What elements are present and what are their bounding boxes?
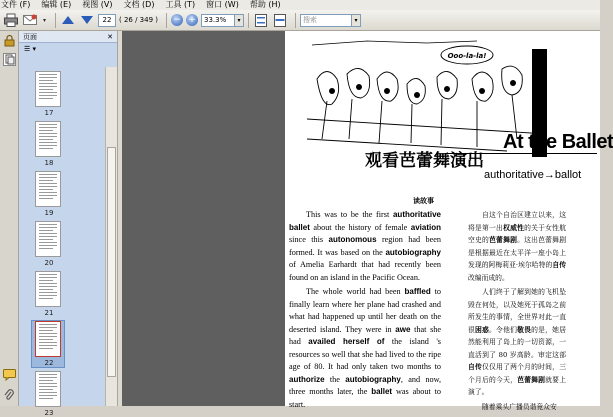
thumbnail-text-line xyxy=(39,336,57,337)
thumbnail-text-line xyxy=(39,186,57,187)
thumbnail-text-line xyxy=(39,333,57,334)
speech-bubble-text: Ooo-la-la! xyxy=(447,52,487,60)
thumbnail-text-line xyxy=(39,248,53,249)
thumbnail-text-line xyxy=(39,180,53,181)
thumbnail-text-line xyxy=(39,224,57,225)
thumbnail-text-line xyxy=(39,98,53,99)
page-thumbnail[interactable] xyxy=(35,271,61,307)
thumbnail-page-label: 20 xyxy=(44,259,54,267)
menu-item[interactable]: 帮助 (H) xyxy=(249,0,281,9)
pages-panel xyxy=(19,31,117,417)
vocabulary-word: 权威性 xyxy=(503,223,525,232)
thumbnail-text-line xyxy=(39,174,57,175)
thumbnail-page-label: 21 xyxy=(44,309,54,317)
zoom-dropdown-icon[interactable]: ▾ xyxy=(235,14,244,27)
thumbnail-text-line xyxy=(39,236,57,237)
thumbnail-text-line xyxy=(39,230,53,231)
vocabulary-word: autobiography xyxy=(385,247,441,257)
thumbnail-page-label: 22 xyxy=(44,359,54,367)
arrow-down-icon xyxy=(81,16,93,24)
page-number-input[interactable]: 22 xyxy=(98,14,116,27)
email-icon[interactable] xyxy=(22,12,38,28)
search-input[interactable]: 搜索 xyxy=(300,14,352,27)
lock-icon[interactable] xyxy=(3,34,16,47)
page-subtitle: authoritative→ballot xyxy=(484,169,582,181)
thumbnail-text-line xyxy=(39,83,57,84)
pages-panel-options[interactable] xyxy=(19,43,117,55)
thumbnail-text-line xyxy=(39,74,57,75)
pages-panel-title: 页面 xyxy=(23,32,37,41)
print-icon[interactable] xyxy=(3,12,19,28)
thumbnail-text-line xyxy=(39,80,53,81)
thumbnail-text-line xyxy=(39,339,53,340)
close-panel-icon[interactable]: ✕ xyxy=(107,32,113,41)
fit-width-icon[interactable] xyxy=(272,12,288,28)
thumbnail-list xyxy=(19,67,105,417)
thumbnail-text-line xyxy=(39,177,57,178)
search-dropdown-icon[interactable]: ▾ xyxy=(352,14,361,27)
thumbnail-text-line xyxy=(39,386,57,387)
thumbnail-page-label: 23 xyxy=(44,409,54,417)
vocabulary-word: autobiography xyxy=(345,374,401,384)
thumbnail-text-line xyxy=(39,298,53,299)
pages-panel-icon[interactable] xyxy=(3,53,16,66)
thumbnail-text-line xyxy=(39,348,53,349)
reading-label: 读故事 xyxy=(413,197,434,205)
thumbnail-text-line xyxy=(39,124,57,125)
vocabulary-word: autonomous xyxy=(328,235,377,244)
chinese-paragraph: 随着乘头广播员谐竟众安 xyxy=(482,402,557,411)
document-view[interactable] xyxy=(122,31,613,411)
thumbnail-text-line xyxy=(39,380,53,381)
thumbnail-text-line xyxy=(39,398,53,399)
thumbnail-page-label: 17 xyxy=(44,109,54,117)
thumbnail-text-line xyxy=(39,130,53,131)
thumbnail-text-line xyxy=(39,189,53,190)
menu-item[interactable]: 文件 (F) xyxy=(1,0,31,9)
vocabulary-word: authoritative ballet xyxy=(289,210,441,232)
navigation-strip xyxy=(0,31,19,406)
thumbnail-page-label: 18 xyxy=(44,159,54,167)
menu-item[interactable]: 窗口 (W) xyxy=(206,0,239,9)
thumbnail-text-line xyxy=(39,198,53,199)
thumbnail-text-line xyxy=(39,195,57,196)
vocabulary-word: availed herself of xyxy=(308,337,385,346)
toolbar-separator xyxy=(55,13,56,28)
thumbnail-text-line xyxy=(39,395,57,396)
page-title-en: At the Ballet xyxy=(503,131,613,153)
page-thumbnail[interactable] xyxy=(35,321,61,357)
chinese-paragraph: 自这个自治区建立以来，这将是第一出权威性的关于女性航空史的芭蕾舞剧。这出芭蕾舞剧是根据最近在太平洋一座小岛上发现的阿梅莉亚·埃尔哈特的自传改编而成的。 xyxy=(468,211,567,282)
thumbnail-text-line xyxy=(39,342,57,343)
thumbnail-text-line xyxy=(39,377,57,378)
thumbnail-text-line xyxy=(39,77,57,78)
thumbnail-text-line xyxy=(39,389,53,390)
thumbnail-text-line xyxy=(39,145,57,146)
thumbnail-text-line xyxy=(39,280,53,281)
zoom-in-button[interactable]: + xyxy=(186,14,198,26)
thumbnail-text-line xyxy=(39,245,57,246)
fit-page-icon[interactable] xyxy=(253,12,269,28)
next-page-button[interactable] xyxy=(79,12,95,28)
thumbnail-text-line xyxy=(39,95,57,96)
zoom-input[interactable]: 33.3% xyxy=(201,14,235,27)
arrow-up-icon xyxy=(62,16,74,24)
page-title-zh: 观看芭蕾舞演出 xyxy=(365,151,484,171)
scrollbar-thumb[interactable] xyxy=(107,147,116,377)
thumbnail-text-line xyxy=(39,139,53,140)
vocabulary-word: 自传 xyxy=(552,261,567,269)
page-thumbnail[interactable] xyxy=(35,221,61,257)
thumbnail-text-line xyxy=(39,136,57,137)
page-thumbnail[interactable] xyxy=(35,71,61,107)
pages-panel-header xyxy=(19,31,117,43)
thumbnail-text-line xyxy=(39,148,53,149)
thumbnail-text-line xyxy=(39,295,57,296)
thumbnail-text-line xyxy=(39,374,57,375)
zoom-out-button[interactable]: − xyxy=(171,14,183,26)
thumbnail-text-line xyxy=(39,183,57,184)
comments-icon[interactable] xyxy=(3,369,16,382)
menu-item[interactable]: 编辑 (E) xyxy=(41,0,72,9)
page-thumbnail[interactable] xyxy=(35,371,61,407)
attachments-icon[interactable] xyxy=(3,389,15,401)
thumbnail-text-line xyxy=(39,327,57,328)
thumbnail-text-line xyxy=(39,127,57,128)
vocabulary-word: aviation xyxy=(410,222,441,232)
thumbnail-text-line xyxy=(39,242,57,243)
toolbar-separator xyxy=(295,13,296,28)
thumbnail-text-line xyxy=(39,227,57,228)
toolbar-separator xyxy=(248,13,249,28)
vocabulary-word: 芭蕾舞剧 xyxy=(489,236,518,244)
thumbnail-text-line xyxy=(39,239,53,240)
thumbnail-text-line xyxy=(39,324,57,325)
thumbnail-text-line xyxy=(39,277,57,278)
thumbnail-text-line xyxy=(39,86,57,87)
thumbnail-text-line xyxy=(39,383,57,384)
vocabulary-word: 自传 xyxy=(468,363,483,371)
chinese-column xyxy=(468,209,566,415)
chinese-paragraph: 人们终于了解到她的飞机坠毁在何处，以及她死于孤岛之前所发生的事情，全世界对此一直很困惑。令他们敬畏的是，她居然能利用了岛上的一切资源，一直活到了 80 岁高龄。审定这部自传仅仅用了两个月的时间，三个月后的今天，芭蕾舞剧就要上演了。 xyxy=(468,288,566,396)
thumbnail-scrollbar[interactable] xyxy=(105,67,117,406)
thumbnail-text-line xyxy=(39,330,53,331)
thumbnail-text-line xyxy=(39,233,57,234)
dropdown-arrow-icon[interactable]: ▾ xyxy=(42,16,46,24)
toolbar xyxy=(0,10,600,31)
page-thumbnail[interactable] xyxy=(35,121,61,157)
menu-item[interactable]: 文档 (D) xyxy=(123,0,155,9)
english-paragraph: The whole world had been baffled to finally learn where her plane had crashed and what had happened up until her death on the deserted island. They were in awe that she had availed herself of the island 's resources so well that she had lived to the ripe age of 80. It had only taken two months to authorize the autobiography, and now, three months later, the ballet was about to start. xyxy=(289,287,441,409)
vocabulary-word: authorize xyxy=(289,374,325,384)
thumbnail-text-line xyxy=(39,142,57,143)
thumbnail-text-line xyxy=(39,292,57,293)
thumbnail-text-line xyxy=(39,192,57,193)
vocabulary-word: ballet xyxy=(371,387,393,396)
previous-page-button[interactable] xyxy=(60,12,76,28)
thumbnail-text-line xyxy=(39,345,57,346)
vocabulary-word: baffled xyxy=(404,287,431,296)
thumbnail-page-label: 19 xyxy=(44,209,54,217)
thumbnail-text-line xyxy=(39,92,57,93)
thumbnail-text-line xyxy=(39,89,53,90)
options-icon[interactable]: ☰ ▾ xyxy=(24,45,37,53)
vocabulary-word: 困惑 xyxy=(475,325,490,334)
page-thumbnail[interactable] xyxy=(35,171,61,207)
vocabulary-word: awe xyxy=(395,324,411,334)
thumbnail-text-line xyxy=(39,392,57,393)
english-column xyxy=(289,209,441,413)
vocabulary-word: 芭蕾舞剧 xyxy=(517,375,546,384)
document-page xyxy=(285,31,613,411)
thumbnail-text-line xyxy=(39,274,57,275)
thumbnail-text-line xyxy=(39,286,57,287)
page-count-label: ( 26 / 349 ) xyxy=(119,16,158,24)
toolbar-separator xyxy=(166,13,167,28)
english-paragraph: This was to be the first authoritative ballet about the history of female aviation since this autonomous region had been formed. It was based on the autobiography of Amelia Earhardt that had recently been found on an island in the Pacific Ocean. xyxy=(289,210,441,282)
vocabulary-word: 敬畏 xyxy=(517,325,532,334)
thumbnail-text-line xyxy=(39,283,57,284)
menu-item[interactable]: 视图 (V) xyxy=(82,0,113,9)
menu-bar xyxy=(0,0,600,10)
thumbnail-text-line xyxy=(39,133,57,134)
menu-item[interactable]: 工具 (T) xyxy=(165,0,196,9)
thumbnail-text-line xyxy=(39,289,53,290)
